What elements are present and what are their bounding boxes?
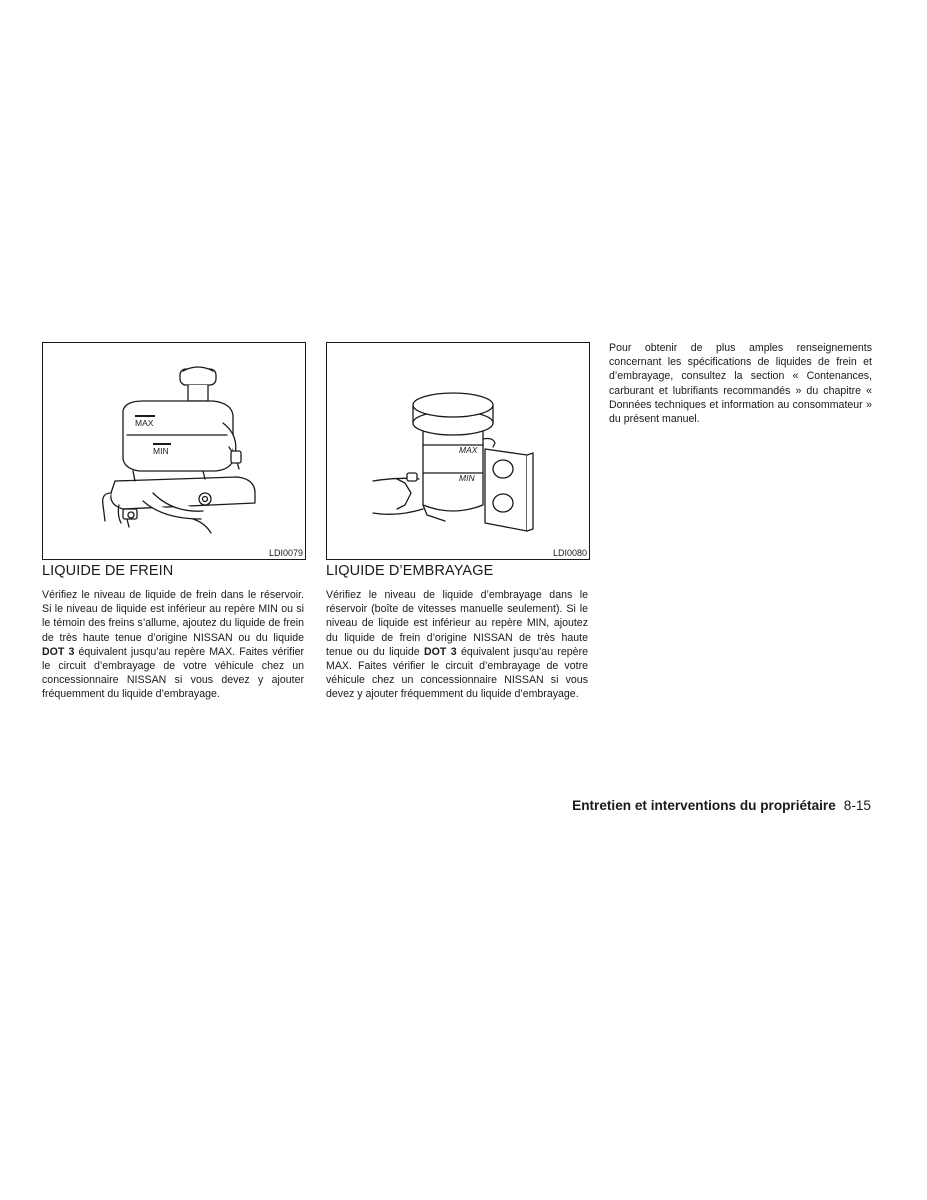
- page-footer: [572, 797, 871, 815]
- section-body-clutch-fluid: [326, 588, 588, 702]
- page-number: 8-15: [843, 798, 871, 813]
- max-mark-label: MAX: [459, 445, 478, 455]
- section-heading-brake-fluid: LIQUIDE DE FREIN: [42, 563, 174, 579]
- section-heading-clutch-fluid: LIQUIDE D’EMBRAYAGE: [326, 563, 494, 579]
- side-note: Pour obtenir de plus amples renseignements concernant les spécifications de liquides de frein et d’embrayage, consultez la section « Contenances, carburant et lubrifiants recommandés » du chapitre « Données techniques et information au consommateur » du présent manuel.: [609, 342, 872, 426]
- body-text: Vérifiez le niveau de liquide d’embrayage dans le réservoir (boîte de vitesses manuelle seulement). Si le niveau de liquide est inférieur au repère MIN, ajoutez du liquide de frein d’origine NISSAN de très haute tenue ou du liquide: [326, 589, 588, 658]
- clutch-reservoir-illustration: [327, 343, 589, 559]
- body-text: Vérifiez le niveau de liquide de frein dans le réservoir. Si le niveau de liquide est inférieur au repère MIN ou si le témoin des freins s’allume, ajoutez du liquide de frein de très haute tenue d’origine NISSAN ou du liquide: [42, 589, 304, 644]
- body-text: équivalent jusqu’au repère MAX. Faites vérifier le circuit d’embrayage de votre véhicule chez un concessionnaire NISSAN si vous devez y ajouter fréquemment du liquide d’embrayage.: [42, 645, 304, 701]
- figure-code: LDI0080: [552, 548, 587, 558]
- figure-code: LDI0079: [268, 548, 303, 558]
- figure-brake-reservoir: [42, 342, 306, 560]
- body-text: équivalent jusqu’au repère MAX. Faites vérifier le circuit d’embrayage de votre véhicule chez un concessionnaire NISSAN si vous devez y ajouter fréquemment du liquide d’embrayage.: [326, 645, 588, 701]
- max-mark-label: MAX: [135, 418, 154, 428]
- min-mark-label: MIN: [153, 446, 169, 456]
- footer-chapter-title: Entretien et interventions du propriétaire: [572, 798, 836, 813]
- brake-reservoir-illustration: [43, 343, 305, 559]
- body-bold-text: DOT 3: [42, 645, 75, 658]
- min-mark-label: MIN: [459, 473, 475, 483]
- section-body-brake-fluid: [42, 588, 304, 702]
- figure-clutch-reservoir: [326, 342, 590, 560]
- body-bold-text: DOT 3: [424, 645, 457, 658]
